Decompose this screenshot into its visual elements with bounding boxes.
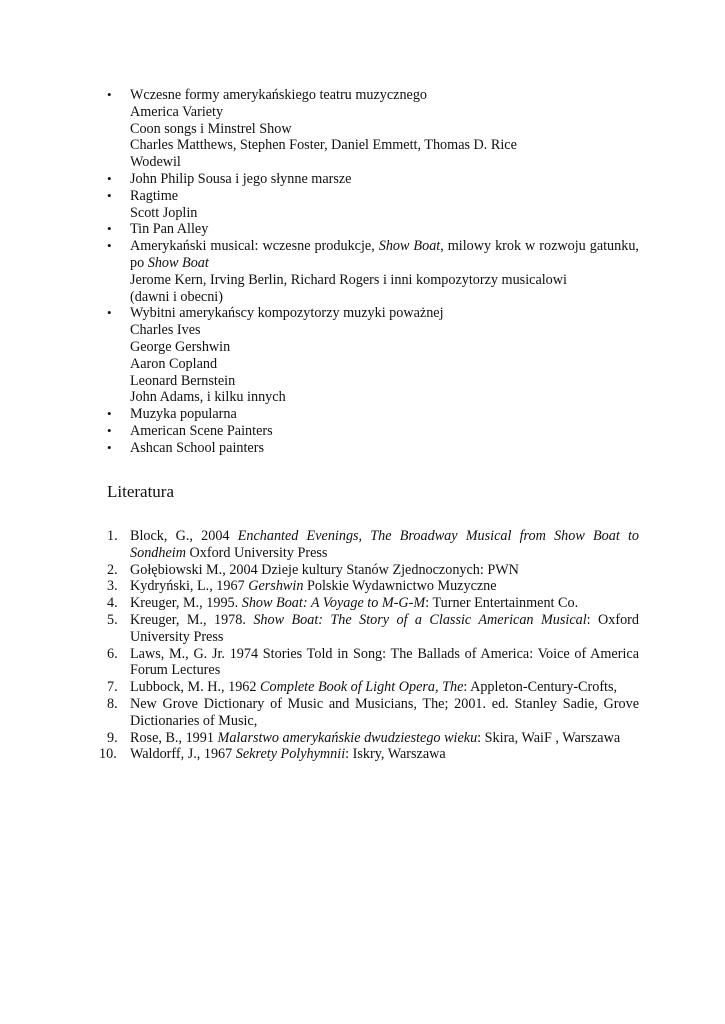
topic-item [107, 238, 639, 305]
topic-title: Muzyka popularna [130, 406, 237, 423]
topic-subitem: Jerome Kern, Irving Berlin, Richard Rogers i inni kompozytorzy musicalowi [130, 271, 567, 288]
topic-subitem: Leonard Bernstein [130, 372, 236, 389]
topic-item [107, 171, 639, 188]
topic-subitem: Scott Joplin [130, 204, 198, 221]
bibliography-entry: 3. Kydryński, L., 1967 Gershwin Polskie Wydawnictwo Muzyczne [107, 578, 497, 595]
bibliography-list [99, 528, 640, 763]
bibliography-entry: 5. Kreuger, M., 1978. Show Boat: The Story of a Classic American Musical: Oxford University Press [107, 611, 639, 645]
topic-item [107, 440, 639, 457]
topic-title: Ragtime [130, 187, 179, 204]
bibliography-entry: 2. Gołębiowski M., 2004 Dzieje kultury Stanów Zjednoczonych: PWN [107, 561, 519, 578]
bibliography-entry: 6. Laws, M., G. Jr. 1974 Stories Told in Song: The Ballads of America: Voice of America Forum Lectures [107, 645, 639, 679]
topic-title: Tin Pan Alley [130, 221, 209, 238]
bibliography-entry: 10. Waldorff, J., 1967 Sekrety Polyhymnii: Iskry, Warszawa [99, 746, 446, 763]
bibliography-entry: 9. Rose, B., 1991 Malarstwo amerykańskie dwudziestego wieku: Skira, WaiF , Warszawa [107, 729, 621, 746]
bibliography-entry: 8. New Grove Dictionary of Music and Musicians, The; 2001. ed. Stanley Sadie, Grove Dictionaries of Music, [107, 695, 639, 729]
topic-subitem: Aaron Copland [130, 355, 218, 372]
topic-list [107, 87, 639, 457]
topic-subitem: George Gershwin [130, 338, 231, 355]
topic-subitem: Charles Matthews, Stephen Foster, Daniel Emmett, Thomas D. Rice [130, 137, 517, 154]
topic-title: Wybitni amerykańscy kompozytorzy muzyki poważnej [130, 305, 444, 322]
bibliography-entry: 4. Kreuger, M., 1995. Show Boat: A Voyage to M-G-M: Turner Entertainment Co. [107, 595, 579, 612]
topic-title: John Philip Sousa i jego słynne marsze [130, 170, 352, 187]
bibliography-entry: 7. Lubbock, M. H., 1962 Complete Book of Light Opera, The: Appleton-Century-Crofts, [107, 679, 618, 696]
topic-item [107, 188, 639, 222]
literature-heading: Literatura [107, 482, 175, 501]
bibliography-entry: 1. Block, G., 2004 Enchanted Evenings, The Broadway Musical from Show Boat to Sondheim Oxford University Press [107, 528, 640, 561]
topic-item [107, 423, 639, 440]
topic-subitem: Charles Ives [130, 322, 201, 339]
topic-item [107, 406, 639, 423]
topic-title: Ashcan School painters [130, 439, 264, 456]
topic-subitem: America Variety [130, 103, 224, 120]
topic-title: American Scene Painters [130, 422, 273, 439]
topic-title: Wczesne formy amerykańskiego teatru muzycznego [130, 87, 428, 103]
topic-subitem: John Adams, i kilku innych [130, 389, 286, 406]
topic-title: • Amerykański musical: wczesne produkcje, Show Boat, milowy krok w rozwoju gatunku, po Show Boat [130, 238, 639, 271]
topic-subitem: (dawni i obecni) [130, 288, 223, 305]
topic-item [107, 87, 639, 171]
topic-subitem: Coon songs i Minstrel Show [130, 120, 292, 137]
topic-item [107, 221, 639, 238]
topic-item [107, 305, 639, 406]
topic-subitem: Wodewil [130, 154, 181, 171]
